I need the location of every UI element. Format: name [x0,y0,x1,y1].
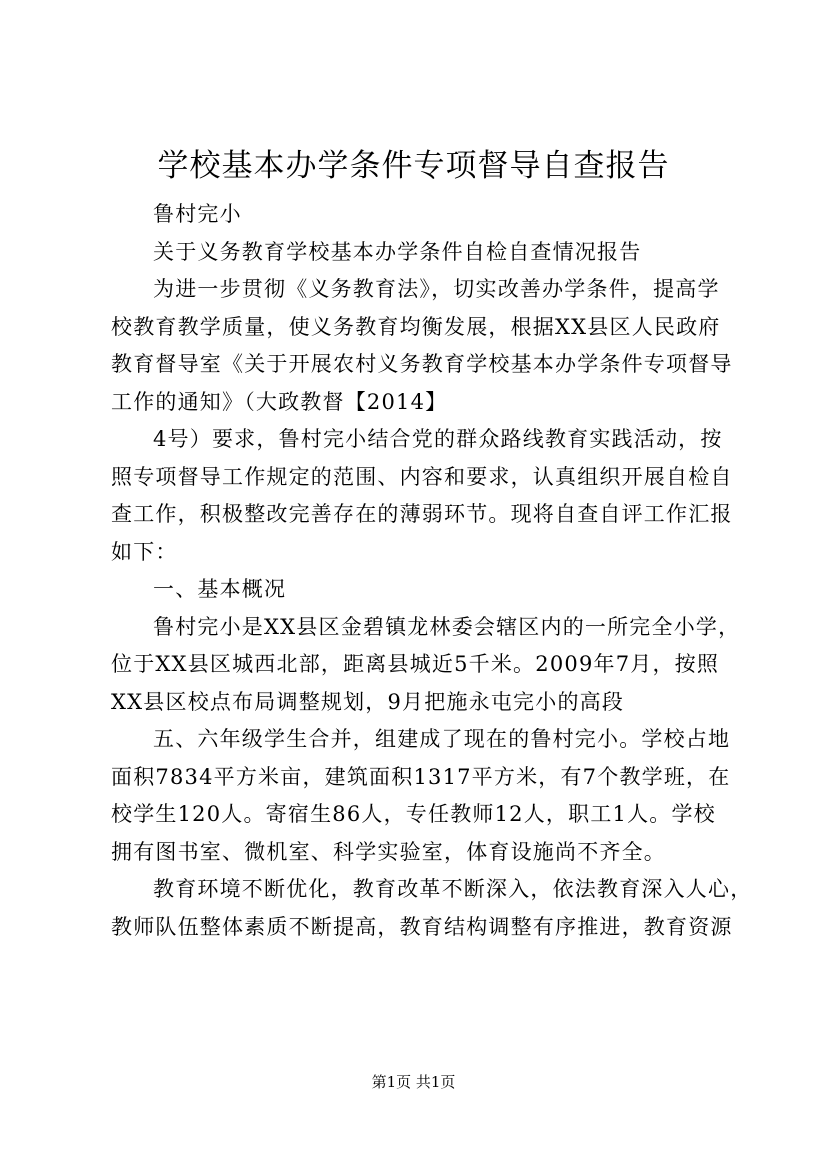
school-name-line: 鲁村完小 [153,202,242,226]
report-subtitle-line: 关于义务教育学校基本办学条件自检自查情况报告 [153,239,642,264]
document-title: 学校基本办学条件专项督导自查报告 [157,148,670,184]
paragraph-line: 教育督导室《关于开展农村义务教育学校基本办学条件专项督导 [111,352,733,376]
paragraph-line: 4号）要求，鲁村完小结合党的群众路线教育实践活动，按 [153,427,723,451]
paragraph-line: XX县区校点布局调整规划，9月把施永屯完小的高段 [111,689,625,714]
paragraph-line: 照专项督导工作规定的范围、内容和要求，认真组织开展自检自 [111,464,733,489]
document-body [111,196,753,946]
paragraph-line: 教师队伍整体素质不断提高，教育结构调整有序推进，教育资源 [111,914,733,939]
paragraph-line: 五、六年级学生合并，组建成了现在的鲁村完小。学校占地 [153,727,731,751]
paragraph-line: 校教育教学质量，使义务教育均衡发展，根据XX县区人民政府 [111,314,721,339]
paragraph-line: 校学生120人。寄宿生86人，专任教师12人，职工1人。学校 [111,802,716,826]
section-heading: 一、基本概况 [153,577,287,601]
paragraph-line: 工作的通知》（大政教督【2014】 [111,389,448,414]
paragraph-line: 鲁村完小是XX县区金碧镇龙林委会辖区内的一所完全小学， [153,614,741,639]
paragraph-line: 教育环境不断优化，教育改革不断深入，依法教育深入人心， [153,877,753,901]
page-number-footer: 第1页 共1页 [371,1073,456,1091]
paragraph-line: 拥有图书室、微机室、科学实验室，体育设施尚不齐全。 [111,839,666,864]
paragraph-line: 为进一步贯彻《义务教育法》，切实改善办学条件，提高学 [153,277,720,301]
paragraph-line: 面积7834平方米亩，建筑面积1317平方米，有7个教学班，在 [111,764,731,789]
paragraph-line: 位于XX县区城西北部，距离县城近5千米。2009年7月，按照 [111,652,720,676]
paragraph-line: 查工作，积极整改完善存在的薄弱环节。现将自查自评工作汇报 [111,502,733,526]
paragraph-line: 如下： [111,539,178,564]
